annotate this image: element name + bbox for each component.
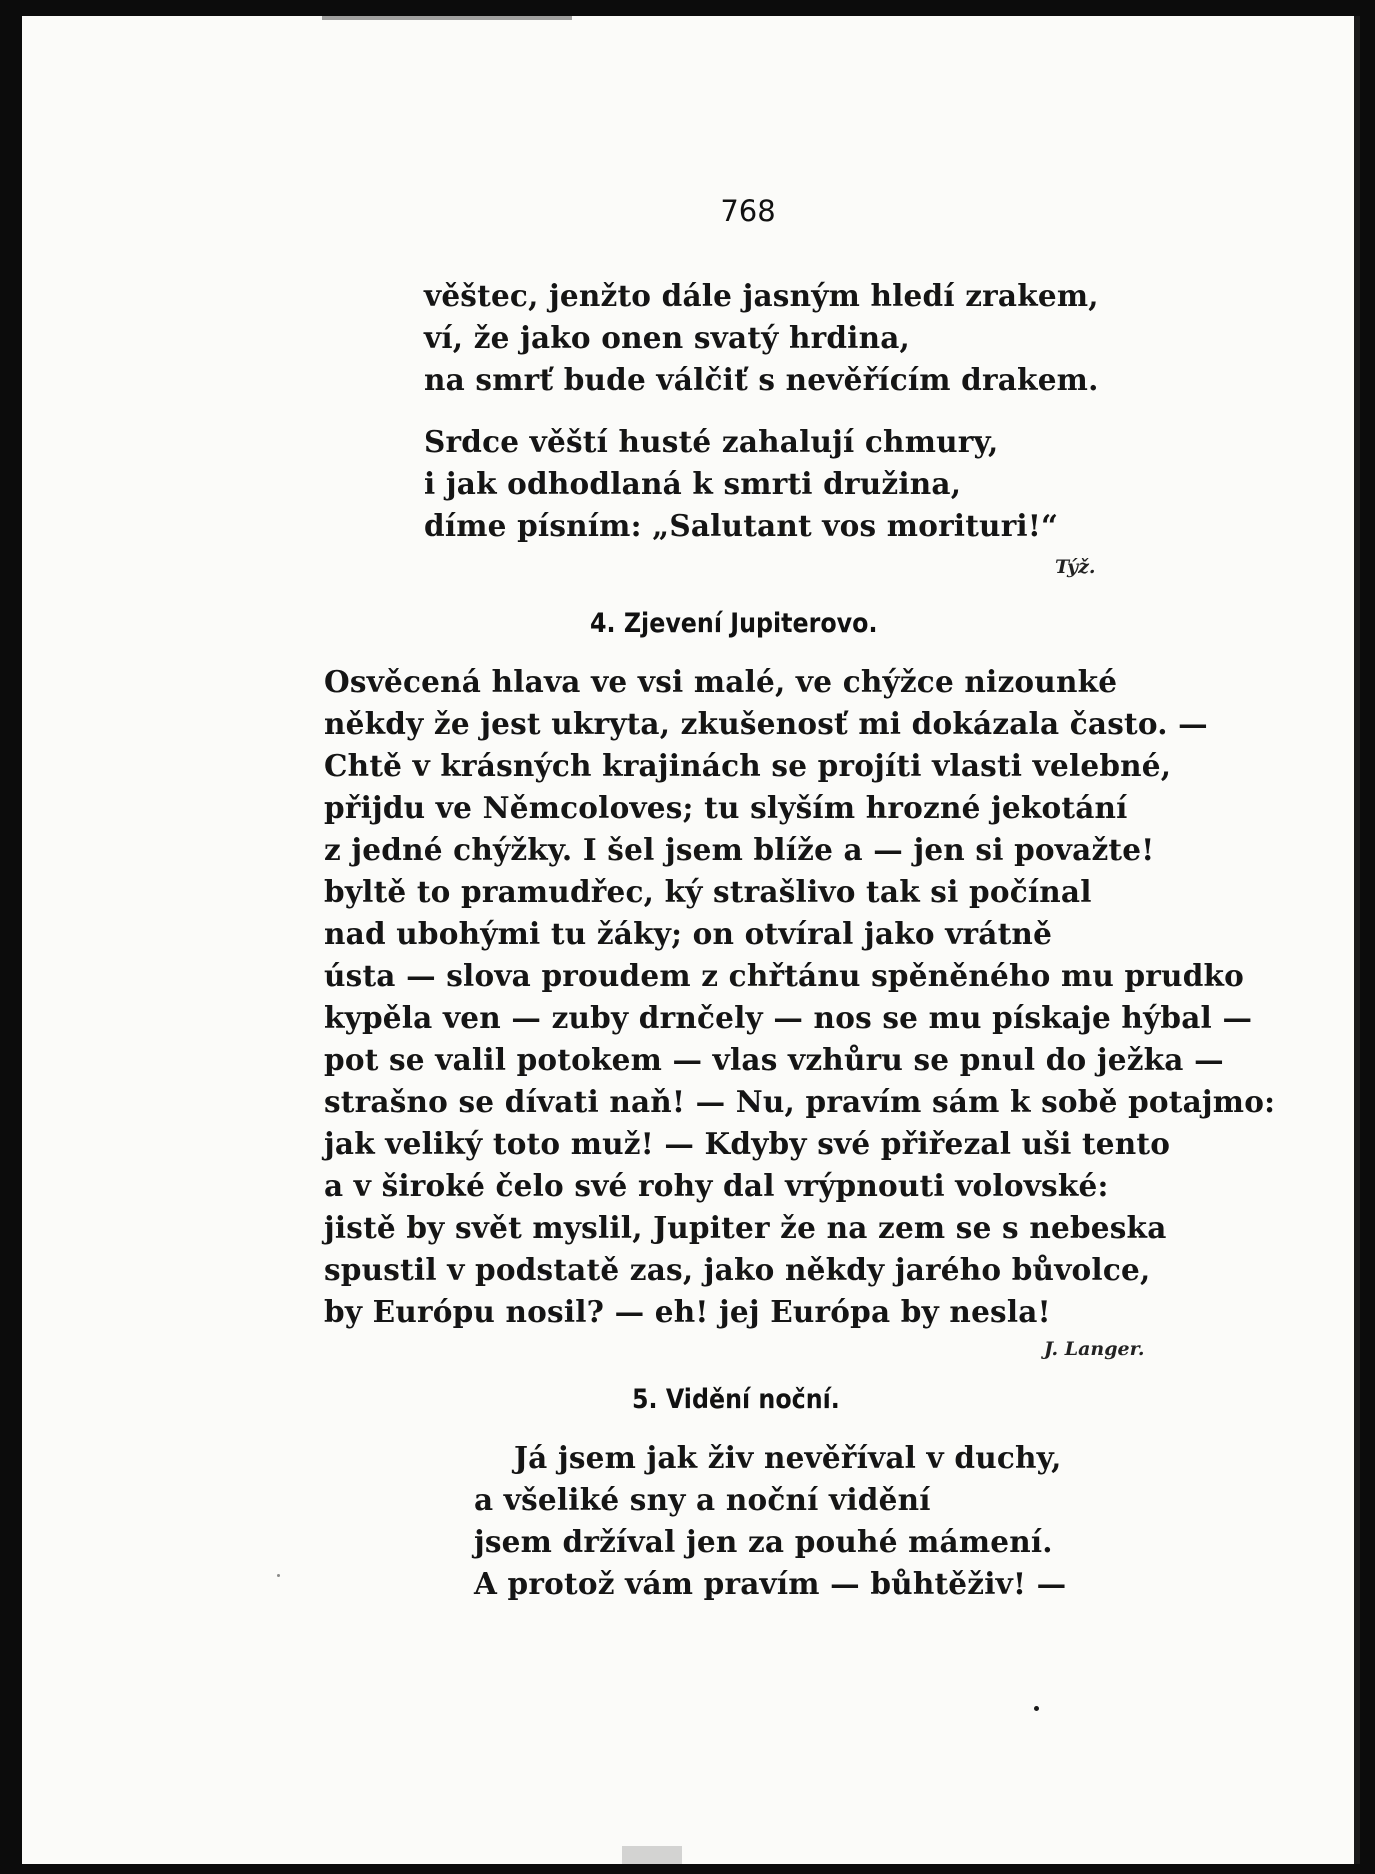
poem-line: na smrť bude válčiť s nevěřícím drakem. (424, 362, 1099, 397)
poem-line: i jak odhodlaná k smrti družina, (424, 466, 962, 501)
poem-line: nad ubohými tu žáky; on otvíral jako vrátně (324, 916, 1053, 951)
poem-line: Osvěcená hlava ve vsi malé, ve chýžce nizounké (324, 664, 1118, 699)
poem-line: z jedné chýžky. I šel jsem blíže a — jen si považte! (324, 832, 1155, 867)
section-author: J. Langer. (1044, 1338, 1145, 1360)
poem-line: byltě to pramudřec, ký strašlivo tak si počínal (324, 874, 1092, 909)
poem-line: ví, že jako onen svatý hrdina, (424, 320, 911, 355)
poem-line: Srdce věští husté zahalují chmury, (424, 424, 999, 459)
scan-speck (1034, 1706, 1039, 1711)
poem-line: strašno se dívati naň! — Nu, pravím sám k sobě potajmo: (324, 1084, 1276, 1119)
scan-smudge (622, 1846, 682, 1864)
poem-line: A protož vám pravím — bůhtěživ! — (474, 1566, 1067, 1601)
poem-line: jsem držíval jen za pouhé mámení. (474, 1524, 1053, 1559)
poem-line: ústa — slova proudem z chřtánu spěněného mu prudko (324, 958, 1245, 993)
page-number: 768 (720, 194, 776, 228)
poem-line: by Európu nosil? — eh! jej Európa by nesla! (324, 1294, 1051, 1329)
book-page (22, 16, 1360, 1864)
poem-line: spustil v podstatě zas, jako někdy jarého bůvolce, (324, 1252, 1151, 1287)
poem-line: a všeliké sny a noční vidění (474, 1482, 931, 1517)
poem-line: a v široké čelo své rohy dal vrýpnouti volovské: (324, 1168, 1109, 1203)
poem-line: pot se valil potokem — vlas vzhůru se pnul do ježka — (324, 1042, 1224, 1077)
section-heading: 4. Zjevení Jupiterovo. (590, 608, 878, 639)
poem-line: věštec, jenžto dále jasným hledí zrakem, (424, 278, 1099, 313)
scan-smudge (322, 16, 572, 20)
poem-author: Týž. (1055, 556, 1096, 578)
section-heading: 5. Vidění noční. (632, 1384, 840, 1415)
poem-line: Chtě v krásných krajinách se projíti vlasti velebné, (324, 748, 1172, 783)
scan-speck (277, 1574, 280, 1577)
poem-line: jistě by svět myslil, Jupiter že na zem se s nebeska (324, 1210, 1167, 1245)
poem-line: díme písním: „Salutant vos morituri!“ (424, 508, 1059, 543)
poem-line: někdy že jest ukryta, zkušenosť mi dokázala často. — (324, 706, 1208, 741)
poem-line: kypěla ven — zuby drnčely — nos se mu pískaje hýbal — (324, 1000, 1253, 1035)
poem-line: přijdu ve Němcoloves; tu slyším hrozné jekotání (324, 790, 1128, 825)
poem-line: jak veliký toto muž! — Kdyby své přiřezal uši tento (324, 1126, 1171, 1161)
poem-line: Já jsem jak živ nevěříval v duchy, (514, 1440, 1062, 1475)
